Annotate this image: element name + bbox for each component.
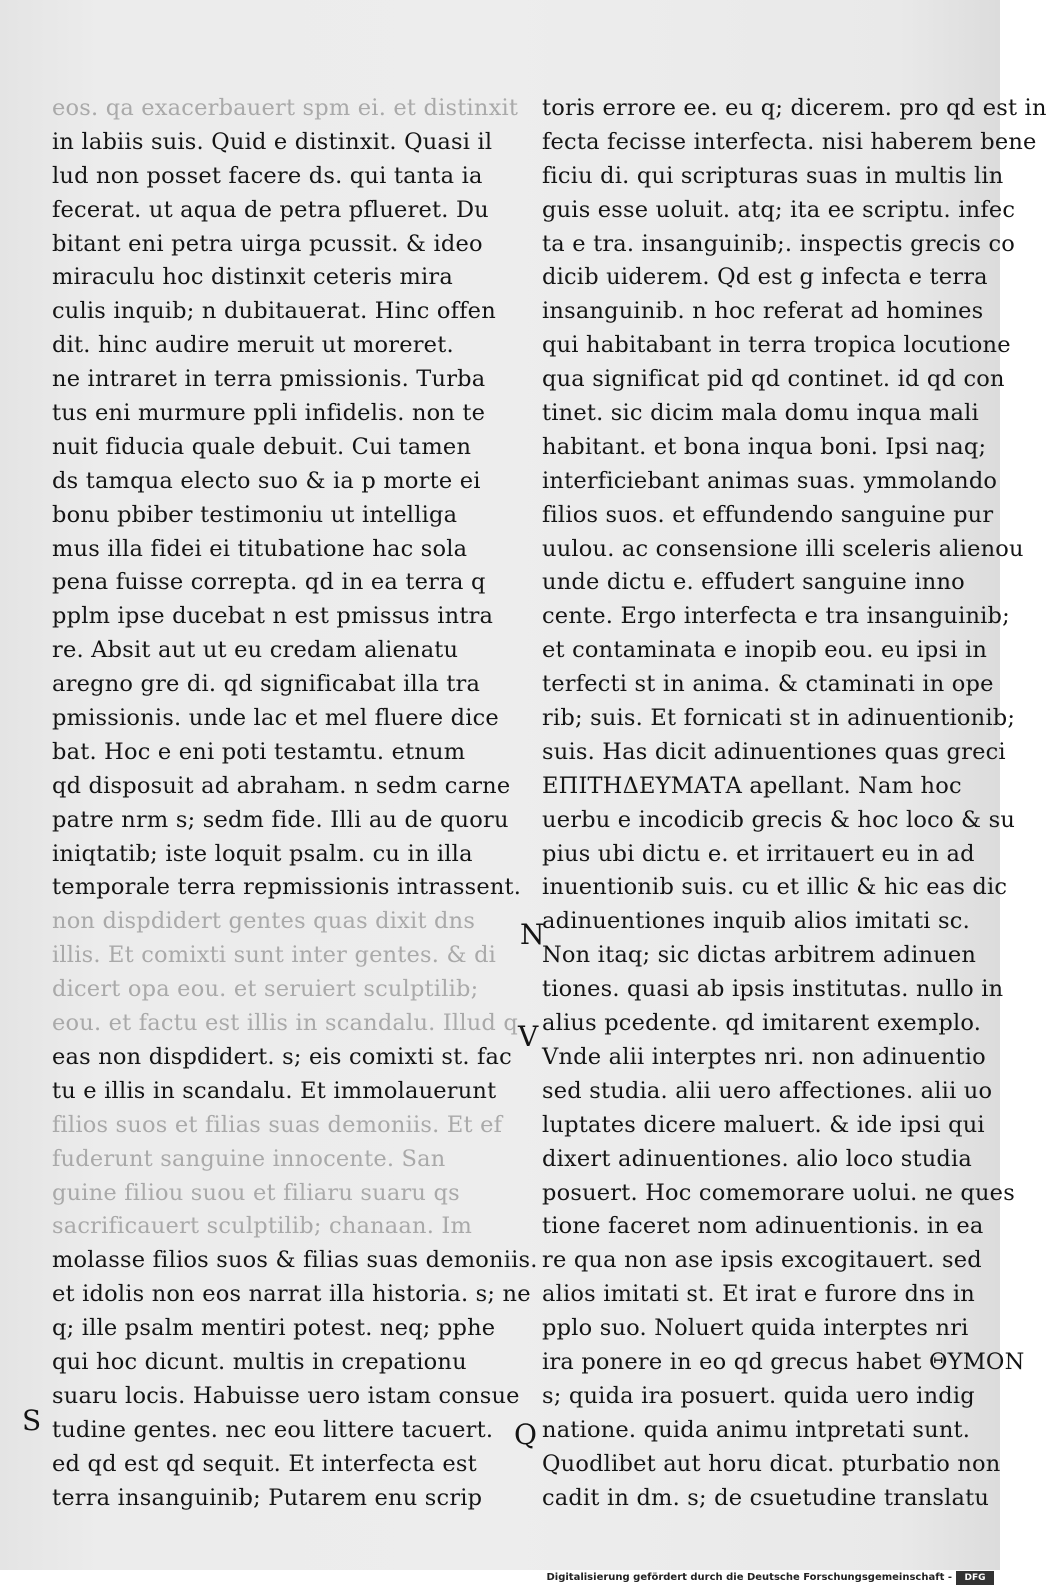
text-line: terfecti st in anima. & ctaminati in ope xyxy=(542,671,994,698)
text-line: sacrificauert sculptilib; chanaan. Im xyxy=(52,1213,473,1240)
margin-initial-s: S xyxy=(22,1404,42,1437)
text-line: qua significat pid qd continet. id qd con xyxy=(542,366,1005,393)
text-line: Vnde alii interptes nri. non adinuentio xyxy=(542,1043,986,1070)
funding-notice: Digitalisierung gefördert durch die Deutsche Forschungsgemeinschaft - xyxy=(546,1572,952,1583)
text-line: lud non posset facere ds. qui tanta ia xyxy=(52,162,483,189)
text-line: pplo suo. Noluert quida interptes nri xyxy=(542,1315,969,1342)
text-line: qui hoc dicunt. multis in crepationu xyxy=(52,1348,467,1375)
text-line: tudine gentes. nec eou littere tacuert. xyxy=(52,1416,494,1443)
text-line: insanguinib. n hoc referat ad homines xyxy=(542,298,984,325)
text-line: suis. Has dicit adinuentiones quas greci xyxy=(542,738,1006,765)
text-line: natione. quida animu intpretati sunt. xyxy=(542,1416,971,1443)
text-line: et idolis non eos narrat illa historia. s; ne xyxy=(52,1281,531,1308)
text-line: adinuentiones inquib alios imitati sc. xyxy=(542,908,970,935)
text-line: tus eni murmure ppli infidelis. non te xyxy=(52,400,486,427)
text-line: ed qd est qd sequit. Et interfecta est xyxy=(52,1450,477,1477)
text-line: pena fuisse correpta. qd in ea terra q xyxy=(52,569,486,596)
text-line: bonu pbiber testimoniu ut intelliga xyxy=(52,501,458,528)
text-line: suaru locis. Habuisse uero istam consue xyxy=(52,1382,520,1409)
text-line: in labiis suis. Quid e distinxit. Quasi il xyxy=(52,128,493,155)
text-line: culis inquib; n dubitauerat. Hinc offen xyxy=(52,298,496,325)
text-line: terra insanguinib; Putarem enu scrip xyxy=(52,1484,483,1511)
text-line: temporale terra repmissionis intrassent. xyxy=(52,874,522,901)
text-line: pius ubi dictu e. et irritauert eu in ad xyxy=(542,840,975,867)
text-line: luptates dicere maluert. & ide ipsi qui xyxy=(542,1111,985,1138)
text-line: dixert adinuentiones. alio loco studia xyxy=(542,1145,973,1172)
text-line: bitant eni petra uirga pcussit. & ideo xyxy=(52,230,483,257)
text-line: Non itaq; sic dictas arbitrem adinuen xyxy=(542,942,977,969)
text-line: toris errore ee. eu q; dicerem. pro qd est in xyxy=(542,95,1047,121)
text-line: s; quida ira posuert. quida uero indig xyxy=(542,1382,975,1409)
margin-initial-q: Q xyxy=(514,1418,537,1451)
text-line: ficiu di. qui scripturas suas in multis lin xyxy=(542,162,1004,189)
text-line: q; ille psalm mentiri potest. neq; pphe xyxy=(52,1315,496,1342)
text-line: pmissionis. unde lac et mel fluere dice xyxy=(52,705,499,732)
text-line: qui habitabant in terra tropica locutione xyxy=(542,332,1011,359)
text-line: ira ponere in eo qd grecus habet ΘΥΜΟΝ xyxy=(542,1348,1025,1375)
text-line: re qua non ase ipsis excogitauert. sed xyxy=(542,1247,982,1274)
text-line: tu e illis in scandalu. Et immolauerunt xyxy=(52,1077,497,1104)
text-line: sed studia. alii uero affectiones. alii uo xyxy=(542,1077,993,1104)
text-line: Quodlibet aut horu dicat. pturbatio non xyxy=(542,1450,1001,1477)
text-line: fecerat. ut aqua de petra pflueret. Du xyxy=(52,196,489,223)
text-line: alios imitati st. Et irat e furore dns in xyxy=(542,1281,975,1308)
text-line: uulou. ac consensione illi sceleris alienou xyxy=(542,535,1024,562)
text-line: nuit fiducia quale debuit. Cui tamen xyxy=(52,433,472,460)
text-line: posuert. Hoc comemorare uolui. ne ques xyxy=(542,1179,1015,1206)
text-line: inuentionib suis. cu et illic & hic eas dic xyxy=(542,874,1008,901)
text-line: guine filiou suou et filiaru suaru qs xyxy=(52,1179,460,1206)
text-line: interficiebant animas suas. ymmolando xyxy=(542,467,998,494)
text-line: ΕΠΙΤΗΔΕΥΜΑΤΑ apellant. Nam hoc xyxy=(542,772,962,799)
right-column xyxy=(542,92,1047,1515)
text-line: et contaminata e inopib eou. eu ipsi in xyxy=(542,637,988,664)
text-line: eas non dispdidert. s; eis comixti st. fac xyxy=(52,1043,512,1070)
text-line: re. Absit aut ut eu credam alienatu xyxy=(52,637,459,664)
text-line: dicert opa eou. et seruiert sculptilib; xyxy=(52,976,479,1003)
text-line: molasse filios suos & filias suas demoniis. xyxy=(52,1247,538,1274)
text-line: eou. et factu est illis in scandalu. Illud q xyxy=(52,1010,518,1037)
text-line: guis esse uoluit. atq; ita ee scriptu. infec xyxy=(542,196,1016,223)
text-line: fecta fecisse interfecta. nisi haberem bene xyxy=(542,128,1037,155)
text-line: patre nrm s; sedm fide. Illi au de quoru xyxy=(52,806,509,833)
text-line: tinet. sic dicim mala domu inqua mali xyxy=(542,400,979,427)
text-line: dit. hinc audire meruit ut moreret. xyxy=(52,332,454,359)
text-line: unde dictu e. effudert sanguine inno xyxy=(542,569,965,596)
text-line: ne intraret in terra pmissionis. Turba xyxy=(52,366,486,393)
text-line: tiones. quasi ab ipsis institutas. nullo in xyxy=(542,976,1004,1003)
text-line: ta e tra. insanguinib;. inspectis grecis co xyxy=(542,230,1016,257)
text-line: pplm ipse ducebat n est pmissus intra xyxy=(52,603,494,630)
text-line: uerbu e incodicib grecis & hoc loco & su xyxy=(542,806,1016,833)
text-line: cente. Ergo interfecta e tra insanguinib; xyxy=(542,603,1010,630)
text-line: alius pcedente. qd imitarent exemplo. xyxy=(542,1010,982,1037)
text-line: illis. Et comixti sunt inter gentes. & di xyxy=(52,942,497,969)
text-line: aregno gre di. qd significabat illa tra xyxy=(52,671,481,698)
text-line: qd disposuit ad abraham. n sedm carne xyxy=(52,772,511,799)
text-line: mus illa fidei ei titubatione hac sola xyxy=(52,535,468,562)
text-line: fuderunt sanguine innocente. San xyxy=(52,1145,446,1172)
text-line: filios suos et filias suas demoniis. Et ef xyxy=(52,1111,503,1138)
text-line: miraculu hoc distinxit ceteris mira xyxy=(52,264,454,291)
text-line: dicib uiderem. Qd est g infecta e terra xyxy=(542,264,988,291)
text-line: filios suos. et effundendo sanguine pur xyxy=(542,501,994,528)
text-line: tione faceret nom adinuentionis. in ea xyxy=(542,1213,984,1240)
text-line: cadit in dm. s; de csuetudine translatu xyxy=(542,1484,990,1511)
text-line: non dispdidert gentes quas dixit dns xyxy=(52,908,476,935)
text-line: eos. qa exacerbauert spm ei. et distinxit xyxy=(52,95,519,121)
left-column xyxy=(52,92,538,1515)
text-line: bat. Hoc e eni poti testamtu. etnum xyxy=(52,738,466,765)
margin-initial-n: N xyxy=(520,918,545,951)
footer-bar xyxy=(0,1570,1000,1586)
text-line: rib; suis. Et fornicati st in adinuentionib; xyxy=(542,705,1016,732)
text-line: ds tamqua electo suo & ia p morte ei xyxy=(52,467,481,494)
text-line: habitant. et bona inqua boni. Ipsi naq; xyxy=(542,433,987,460)
margin-initial-v: V xyxy=(518,1020,539,1053)
dfg-logo: DFG xyxy=(956,1571,994,1585)
text-line: iniqtatib; iste loquit psalm. cu in illa xyxy=(52,840,473,867)
